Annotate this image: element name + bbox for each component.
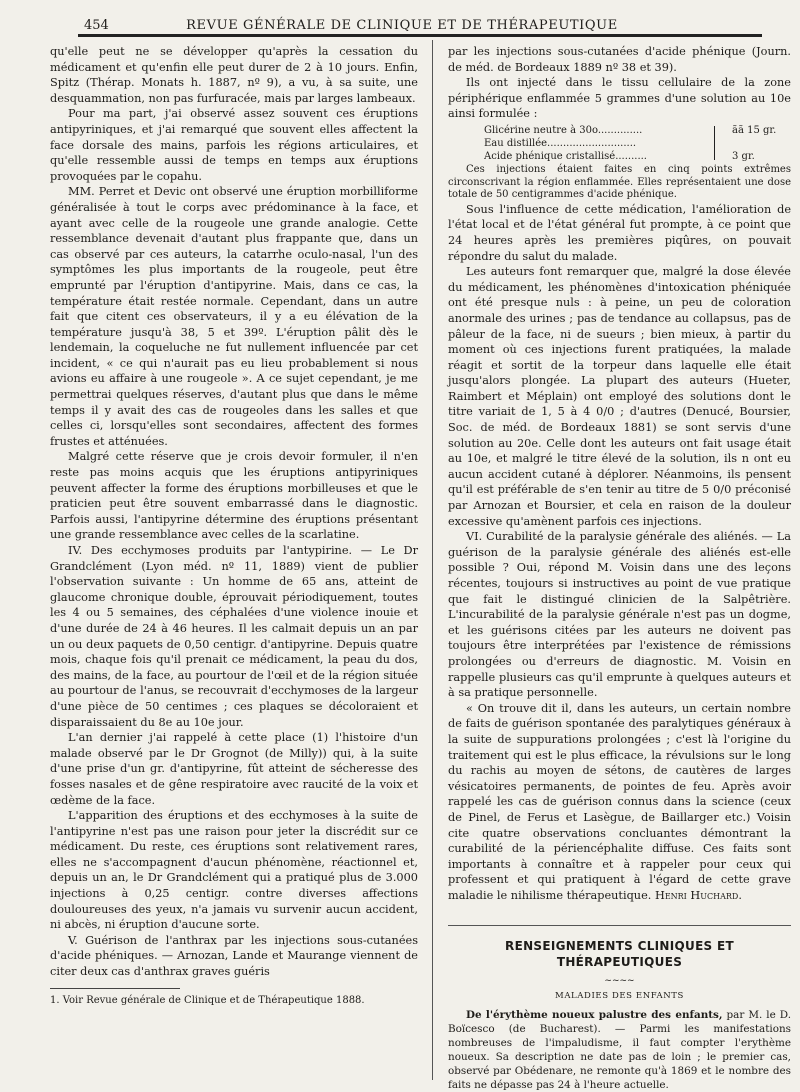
section-heading: RENSEIGNEMENTS CLINIQUES ET THÉRAPEUTIQUES <box>448 925 791 970</box>
paragraph: Malgré cette réserve que je crois devoir formuler, il n'en reste pas moins acquis que les éruptions antipyriniques peuvent affecter la forme des éruptions morbilleuses et que le praticien peut être souvent embarrassé dans le diagnostic. Parfois aussi, l'antipyrine détermine des éruptions présentant une grande ressemblance avec celles de la scarlatine. <box>50 450 418 542</box>
paragraph: L'apparition des éruptions et des ecchymoses à la suite de l'antipyrine n'est pas une raison pour jeter la discrédit sur ce médicament. Du reste, ces éruptions sont relativement rares, elles ne s'accompagnent d'aucun phénomène, réactionnel et, depuis un an, le Dr Grandclément qui a pratiqué plus de 3.000 injections à 0,25 centigr. contre diverses affections douloureuses des yeux, n'a jamais vu survenir aucun accident, ni abcès, ni éruption d'aucune sorte. <box>50 809 418 932</box>
section-subheading: MALADIES DES ENFANTS <box>555 990 684 1001</box>
quote-text: « On trouve dit il, dans les auteurs, un certain nombre de faits de guérison spontanée des paralytiques généraux à la suite de suppurations prolongées ; c'est là l'origine du traitement qui est le plus efficace, la révulsions sur le long du rachis au moyen de sétons, de cautères de larges vésicatoires permanents, de pointes de feu. Après avoir rappelé les cas de guérison connus dans la science (ceux de Pinel, de Ferus et Lasègue, de Baillarger etc.) Voisin cite quatre observations concluantes démontrant la curabilité de la périencéphalite diffuse. Ces faits sont importants à connaître et à rappeler pour ceux qui professent et qui pratiquent à l'égard de cette grave maladie le nihilisme thérapeutique. <box>448 701 791 902</box>
paragraph: Sous l'influence de cette médication, l'amélioration de l'état local et de l'état général fut prompte, à ce point que 24 heures après les premières piqûres, on pouvait répondre du salut du malade. <box>448 202 791 263</box>
formula-quantity: ãã 15 gr. <box>732 124 777 136</box>
paragraph: L'an dernier j'ai rappelé à cette place (1) l'histoire d'un malade observé par le Dr Grognot (de Milly)) qui, à la suite d'une prise d'un gr. d'antipyrine, fût atteint de sécheresse des fosses nasales et de gêne respiratoire avec raucité de la voix et œdème de la face. <box>50 731 418 807</box>
formula-ingredient: Glicérine neutre à 30o.............. <box>484 124 643 136</box>
article-paragraph <box>448 1008 791 1092</box>
formula-row <box>484 137 791 150</box>
formula-table <box>484 124 791 163</box>
article-text: — Parmi les manifestations nombreuses de l'impaludisme, il faut compter l'erythème noueux. Sa description ne date pas de loin ; le premier cas, observé par Obédenare, ne remonte qu'à 1869 et le nombre des faits ne dépasse pas 24 à l'heure actuelle. <box>448 1023 791 1092</box>
ornament-divider: ~~~~ <box>604 975 635 986</box>
page-number: 454 <box>84 18 109 33</box>
section-vi-paragraph: VI. Curabilité de la paralysie générale des aliénés. — La guérison de la paralysie générale des aliénés est-elle possible ? Oui, répond M. Voisin dans une des leçons récentes, toujours si instructives au point de vue pratique que fait le distingué clinicien de la Salpêtrière. L'incurabilité de la paralysie générale n'est pas un dogme, et les guérisons citées par les auteurs ne doivent pas toujours être interprétées par l'existence de rémissions prolongées ou d'erreurs de diagnostic. M. Voisin en rappelle plusieurs cas qu'il emprunte à quelques auteurs et à sa pratique personnelle. <box>448 530 791 700</box>
paragraph: Ils ont injecté dans le tissu cellulaire de la zone périphérique enflammée 5 grammes d'une solution au 10e ainsi formulée : <box>448 76 791 121</box>
formula-ingredient: Eau distillée............................ <box>484 137 637 149</box>
article-title: De l'érythème noueux palustre des enfants, <box>466 1009 723 1022</box>
left-column <box>50 44 418 1007</box>
footnote: 1. Voir Revue générale de Clinique et de Thérapeutique 1888. <box>50 994 365 1006</box>
paragraph: Pour ma part, j'ai observé assez souvent ces éruptions antipyriniques, et j'ai remarqué que souvent elles affectent la face dorsale des mains, parfois les régions articulaires, et qu'elle ressemble aussi de temps en temps aux éruptions provoquées par le copahu. <box>50 107 418 183</box>
paragraph: MM. Perret et Devic ont observé une éruption morbilliforme généralisée à tout le corps avec prédominance à la face, et ayant avec celle de la rougeole une grande analogie. Cette ressemblance devenait d'autant plus frappante que, dans un cas observé par ces auteurs, la catarrhe oculo-nasal, l'un des symptômes les plus importants de la rougeole, peut être emprunté par l'éruption d'antipyrine. Mais, dans ce cas, la température était restée normale. Cependant, dans un autre fait que citent ces observateurs, il y a eu élévation de la température jusqu'à 38, 5 et 39º. L'éruption pâlit dès le lendemain, la coqueluche ne fut nullement influencée par cet incident, « ce qui n'aurait pas eu lieu probablement si nous avions eu affaire à une rougeole ». A ce sujet cependant, je me permettrai quelques réserves, d'autant plus que dans le même temps il y avait des cas de rougeoles dans les salles et que celles ci, lorsqu'elles sont secondaires, affectent des formes frustes et atténuées. <box>50 185 418 448</box>
paragraph: qu'elle peut ne se développer qu'après la cessation du médicament et qu'enfin elle peut durer de 2 à 10 jours. Enfin, Spitz (Thérap. Monats h. 1887, nº 9), a vu, à sa suite, une desquammation, non pas furfuracée, mais par larges lambeaux. <box>50 45 418 105</box>
quote-paragraph <box>448 701 791 904</box>
article-author: par M. le D. Boïcesco (de Bucharest). <box>448 1009 791 1036</box>
section-iv-paragraph: IV. Des ecchymoses produits par l'antypirine. — Le Dr Grandclément (Lyon méd. nº 11, 1889) vient de publier l'observation suivante : Un homme de 65 ans, atteint de glaucome chronique double, éprouvait périodiquement, toutes les 4 ou 5 semaines, des céphalées d'une violence inouie et d'une durée de 24 à 46 heures. Il les calmait depuis un an par un ou deux paquets de 0,50 centigr. d'antipyrine. Depuis quatre mois, chaque fois qu'il prenait ce médicament, la peau du dos, des mains, de la face, au pourtour de l'œil et de la région située au pourtour de l'anus, se recouvrait d'ecchymoses de la largeur d'une pièce de 50 centimes ; ces plaques se décoloraient et disparaissaient du 8e au 10e jour. <box>50 544 418 729</box>
paragraph: par les injections sous-cutanées d'acide phénique (Journ. de méd. de Bordeaux 1889 nº 38 et 39). <box>448 45 791 74</box>
formula-note: Ces injections étaient faites en cinq points extrêmes circonscrivant la région enflammée. Elles représentaient une dose totale de 50 centigrammes d'acide phénique. <box>448 163 791 201</box>
column-divider <box>432 40 433 1080</box>
right-column <box>448 44 791 1092</box>
formula-row <box>484 150 791 163</box>
formula-quantity: 3 gr. <box>732 150 755 162</box>
author-signature: Henri Huchard. <box>654 888 742 902</box>
paragraph: Les auteurs font remarquer que, malgré la dose élevée du médicament, les phénomènes d'intoxication phéniquée ont été presque nuls : à peine, un peu de coloration anormale des urines ; pas de tendance au collapsus, pas de pâleur de la face, ni de sueurs ; bien mieux, à partir du moment où ces injections furent pratiquées, la malade réagit et sortit de la torpeur dans laquelle elle était jusqu'alors plongée. La plupart des auteurs (Hueter, Raimbert et Méplain) ont employé des solutions dont le titre variait de 1, 5 à 4 0/0 ; d'autres (Denucé, Boursier, Soc. de méd. de Bordeaux 1881) se sont servis d'une solution au 20e. Celle dont les auteurs ont fait usage était au 10e, et malgré le titre élevé de la solution, ils n ont eu aucun accident cutané à déplorer. Néanmoins, ils pensent qu'il est préférable de s'en tenir au titre de 5 0/0 préconisé par Arnozan et Boursier, et cela en raison de la douleur excessive qu'amènent parfois ces injections. <box>448 265 791 528</box>
journal-title: REVUE GÉNÉRALE DE CLINIQUE ET DE THÉRAPEUTIQUE <box>186 18 618 33</box>
formula-row <box>484 124 791 137</box>
section-v-paragraph: V. Guérison de l'anthrax par les injections sous-cutanées d'acide phéniques. — Arnozan, Lande et Maurange viennent de citer deux cas d'anthrax graves guéris <box>50 933 418 979</box>
formula-ingredient: Acide phénique cristallisé.......... <box>484 150 647 162</box>
footnote-rule <box>50 988 180 989</box>
header-rule <box>78 34 762 37</box>
